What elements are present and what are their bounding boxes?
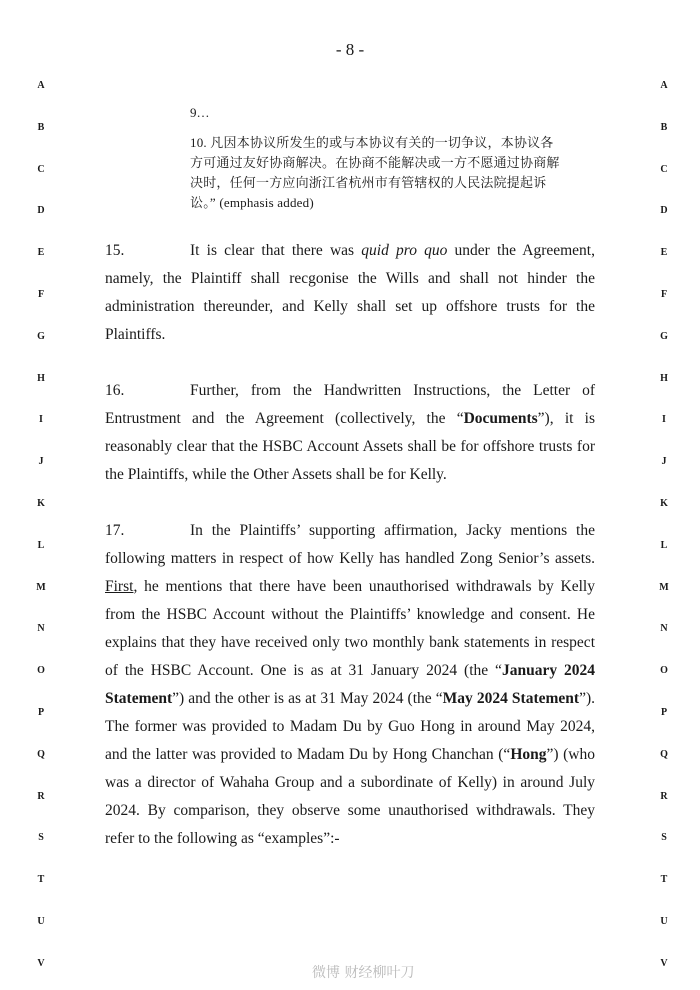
- quote-emphasis-note: ” (emphasis added): [209, 195, 314, 210]
- margin-letter: J: [38, 456, 44, 468]
- page-number: - 8 -: [335, 40, 365, 59]
- defined-term: May 2024 Statement: [442, 690, 580, 707]
- margin-letter: E: [660, 247, 668, 259]
- paragraph-number: 17.: [105, 522, 125, 539]
- margin-letter: D: [37, 205, 45, 217]
- margin-letter: M: [659, 581, 669, 593]
- margin-letter: P: [37, 707, 45, 718]
- paragraph-15: [105, 237, 595, 349]
- paragraph-text: It is clear that there was: [190, 242, 362, 259]
- margin-letter: M: [36, 581, 46, 593]
- margin-letter: I: [662, 414, 666, 426]
- defined-term: Documents: [463, 410, 538, 427]
- margin-letter: J: [661, 456, 667, 468]
- paragraph-text: ”) (who was a director of Wahaha Group and a subordinate of Kelly) in around July 2024. By comparison, they observe some unauthorised withdrawals. They refer to the following as “examples”:-: [105, 746, 595, 847]
- defined-term: January 2024 Statement: [105, 662, 596, 707]
- margin-letter: E: [37, 247, 45, 259]
- margin-letter: V: [660, 957, 668, 969]
- defined-term: Hong: [510, 746, 547, 763]
- quoted-clause: [190, 103, 565, 213]
- paragraph-text: In the Plaintiffs’ supporting affirmation, Jacky mentions the following matters in respect of how Kelly has handled Zong Senior’s assets.: [105, 522, 595, 567]
- margin-letter: G: [660, 330, 668, 342]
- margin-letter: N: [660, 623, 668, 635]
- paragraph-text: under the Agreement, namely, the Plaintiff shall recgonise the Wills and shall not hinder the administration thereunder, and Kelly shall set up offshore trusts for the Plaintiffs.: [105, 242, 595, 343]
- margin-letter: S: [661, 832, 667, 844]
- margin-letter: A: [37, 80, 45, 91]
- quote-ellipsis: 9…: [190, 105, 210, 120]
- paragraph-number: 16.: [105, 382, 125, 399]
- paragraph-17: [105, 517, 595, 853]
- margin-letter: L: [37, 539, 45, 551]
- quote-clause-10-text: 10. 凡因本协议所发生的或与本协议有关的一切争议，本协议各方可通过友好协商解决。在协商不能解决或一方不愿通过协商解决时，任何一方应向浙江省杭州市有管辖权的人民法院提起诉讼。: [190, 135, 560, 210]
- margin-letter: C: [660, 163, 668, 175]
- margin-letter: P: [660, 707, 668, 718]
- margin-letter: T: [37, 874, 45, 886]
- paragraph-text: , he mentions that there have been unauthorised withdrawals by Kelly from the HSBC Account without the Plaintiffs’ knowledge and consent. He explains that they have received only two monthly bank statements in respect of the HSBC Account. One is as at 31 January 2024 (the “: [105, 578, 595, 679]
- watermark: 微博 财经柳叶刀: [312, 965, 415, 981]
- italic-term: quid pro quo: [361, 242, 448, 259]
- margin-letter: H: [37, 372, 45, 384]
- margin-letter: D: [660, 205, 668, 217]
- margin-letter: T: [660, 874, 668, 886]
- paragraph-text: ”). The former was provided to Madam Du by Guo Hong in around May 2024, and the latter was provided to Madam Du by Hong Chanchan (“: [105, 690, 595, 763]
- margin-letter: H: [660, 372, 668, 384]
- quote-clause-10: [190, 133, 565, 213]
- margin-letter: L: [660, 539, 668, 551]
- paragraph-text: Further, from the Handwritten Instructions, the Letter of Entrustment and the Agreement (collectively, the “: [105, 382, 595, 427]
- margin-letter: R: [37, 790, 45, 802]
- margin-letter: U: [37, 916, 45, 927]
- margin-letter: S: [38, 832, 44, 844]
- margin-letter: B: [37, 121, 45, 133]
- margin-letter: V: [37, 957, 45, 969]
- paragraph-number: 15.: [105, 242, 125, 259]
- paragraph-text: ”) and the other is as at 31 May 2024 (the “: [172, 690, 443, 707]
- margin-letter: F: [660, 289, 668, 300]
- margin-letter: Q: [37, 748, 45, 760]
- margin-letter: K: [660, 498, 668, 509]
- margin-letter: C: [37, 163, 45, 175]
- margin-letter: A: [660, 80, 668, 91]
- margin-letter: O: [660, 665, 668, 677]
- margin-letter: G: [37, 330, 45, 342]
- margin-letter: N: [37, 623, 45, 635]
- paragraph-text: ”), it is reasonably clear that the HSBC Account Assets shall be for offshore trusts for the Plaintiffs, while the Other Assets shall be for Kelly.: [105, 410, 595, 483]
- margin-letter: O: [37, 665, 45, 677]
- margin-letter: F: [37, 289, 45, 300]
- margin-letter: B: [660, 121, 668, 133]
- margin-letter: K: [37, 498, 45, 509]
- margin-letter: I: [39, 414, 43, 426]
- margin-letter: R: [660, 790, 668, 802]
- margin-letter: Q: [660, 748, 668, 760]
- margin-letter: U: [660, 916, 668, 927]
- paragraph-16: [105, 377, 595, 489]
- underlined-term: First: [105, 578, 134, 595]
